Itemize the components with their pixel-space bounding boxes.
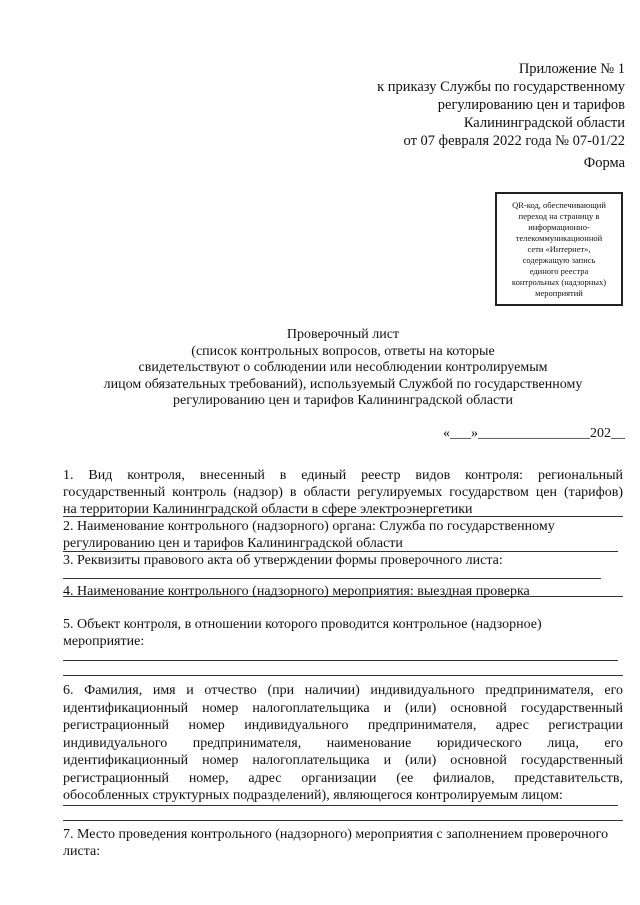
item-line: 7. Место проведения контрольного (надзорного) мероприятия с заполнением проверочного	[63, 827, 609, 842]
underline	[63, 516, 623, 517]
title-line: регулированию цен и тарифов Калининградской области	[173, 393, 513, 408]
item-line: государственный контроль (надзор) в области регулируемых государством цен (тарифов)	[63, 485, 623, 500]
item-line: регулированию цен и тарифов Калининградской области	[63, 536, 403, 551]
item-line: 1. Вид контроля, внесенный в единый реестр видов контроля: региональный	[63, 468, 623, 483]
item-line: 2. Наименование контрольного (надзорного) органа: Служба по государственному	[63, 519, 555, 534]
title-line: Проверочный лист	[286, 327, 400, 342]
title-line: лицом обязательных требований), используемый Службой по государственному	[103, 376, 583, 392]
item-line: индивидуального предпринимателя, наименование юридического лица, его	[63, 735, 623, 751]
header-line: от 07 февраля 2022 года № 07-01/22	[403, 133, 625, 149]
item-line: листа:	[63, 844, 101, 859]
header-line: к приказу Службы по государственному	[377, 79, 625, 95]
underline	[63, 675, 623, 676]
item-2-control-body	[63, 518, 623, 552]
title-line: свидетельствуют о соблюдении или несоблюдении контролируемым	[138, 360, 548, 375]
item-line: регистрационный номер индивидуального предпринимателя, адрес регистрации	[63, 718, 623, 733]
item-line: 5. Объект контроля, в отношении которого проводится контрольное (надзорное)	[63, 617, 542, 632]
item-3-legal-act	[63, 552, 623, 569]
item-line: 4. Наименование контрольного (надзорного) мероприятия: выездная проверка	[63, 584, 530, 599]
header-line: Калининградской области	[463, 115, 625, 131]
qr-text-line: сети «Интернет»,	[527, 244, 591, 254]
item-3-answer-line[interactable]	[63, 578, 601, 579]
item-line: идентификационный номер налогоплательщика и (или) основной государственный	[63, 753, 623, 768]
item-6-controlled-person	[63, 682, 623, 805]
underline	[63, 820, 623, 821]
qr-text-line: телекоммуникационной	[515, 233, 603, 243]
item-line: обособленных структурных подразделений), являющегося контролируемым лицом:	[63, 788, 563, 803]
item-line: 6. Фамилия, имя и отчество (при наличии) индивидуального предпринимателя, его	[63, 683, 623, 698]
title-line: (список контрольных вопросов, ответы на которые	[191, 343, 495, 359]
document-title	[63, 327, 623, 410]
item-4-event-name	[63, 583, 623, 600]
qr-code-placeholder	[495, 192, 623, 306]
item-line: идентификационный номер налогоплательщика и (или) основной государственный	[63, 700, 623, 716]
item-5-object	[63, 616, 623, 650]
date-field[interactable]: «___»________________202__	[443, 426, 625, 441]
appendix-header	[300, 60, 625, 150]
item-line: 3. Реквизиты правового акта об утверждении формы проверочного листа:	[63, 553, 503, 568]
item-line: на территории Калининградской области в сфере электроэнергетики	[63, 502, 473, 517]
header-line: регулированию цен и тарифов	[437, 97, 625, 113]
qr-text-line: QR-код, обеспечивающий	[512, 200, 606, 210]
item-5-answer-line[interactable]	[63, 660, 618, 661]
qr-text-line: мероприятий	[535, 288, 583, 298]
header-line: Приложение № 1	[518, 61, 625, 77]
item-7-location	[63, 826, 623, 860]
qr-text-line: содержащую запись	[522, 255, 596, 265]
qr-text-line: единого реестра	[529, 266, 589, 276]
item-line: мероприятие:	[63, 634, 145, 649]
form-label: Форма	[583, 155, 625, 171]
qr-text-line: информационно-	[528, 222, 590, 232]
qr-text-line: контрольных (надзорных)	[511, 277, 607, 287]
qr-text-line: переход на страницу в	[518, 211, 600, 221]
item-line: регистрационный номер, адрес организации (ее филиалов, представительств,	[63, 770, 623, 786]
item-1-control-type	[63, 467, 623, 518]
item-6-answer-line[interactable]	[63, 805, 618, 806]
